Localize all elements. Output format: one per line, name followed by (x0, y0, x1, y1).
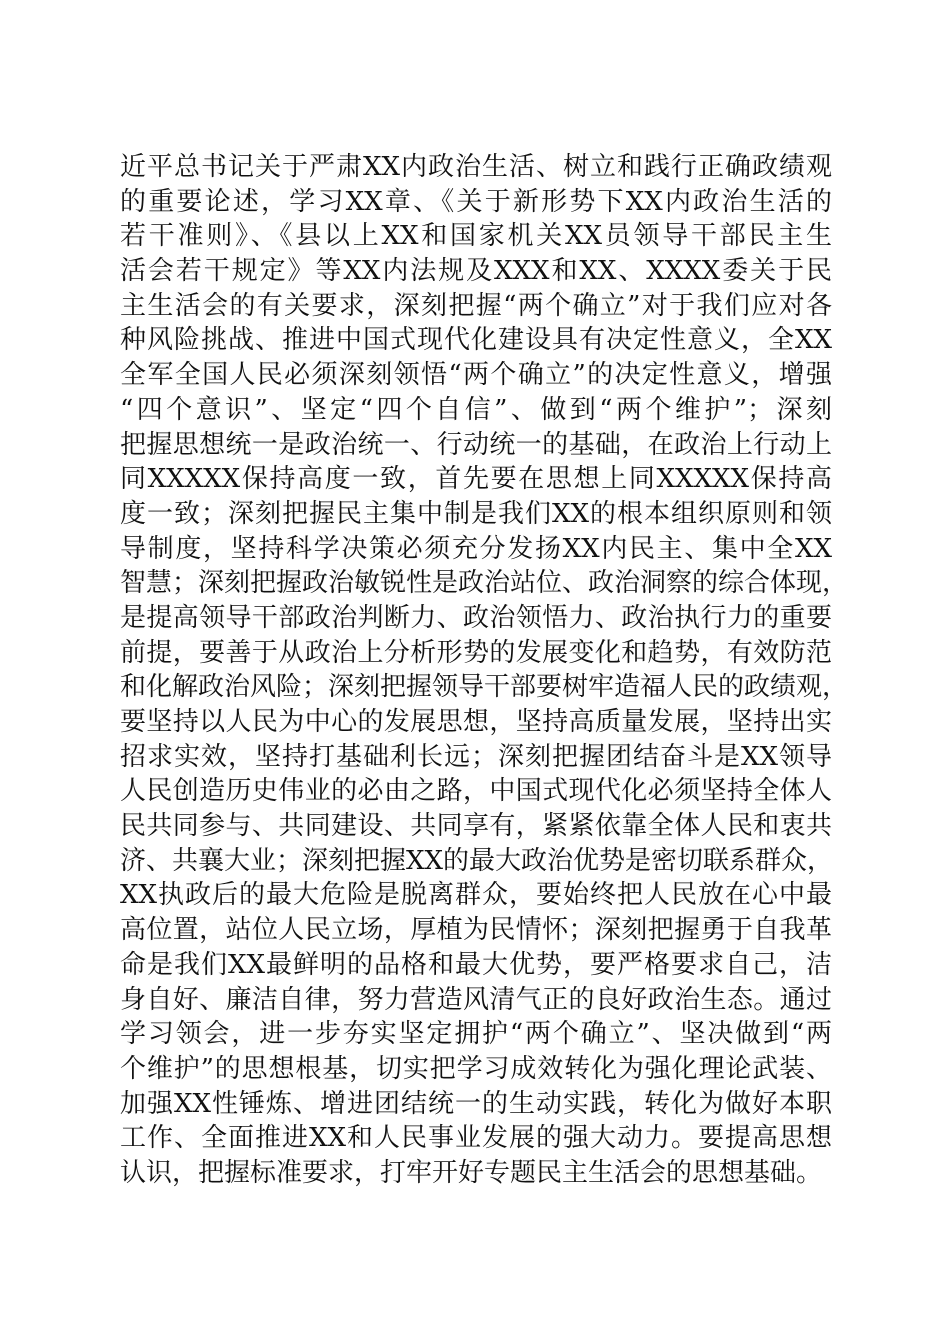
body-paragraph (120, 150, 849, 1191)
text-line: 高位置，站位人民立场，厚植为民情怀；深刻把握勇于自我革 (120, 915, 832, 946)
text-line: 度一致；深刻把握民主集中制是我们XX的根本组织原则和领 (120, 498, 832, 529)
text-line: 把握思想统一是政治统一、行动统一的基础，在政治上行动上 (120, 429, 832, 460)
text-line: 的重要论述，学习XX章、《关于新形势下XX内政治生活的 (120, 186, 832, 217)
text-line: 工作、全面推进XX和人民事业发展的强大动力。要提高思想 (120, 1123, 832, 1154)
text-line: 主生活会的有关要求，深刻把握“两个确立”对于我们应对各 (120, 290, 832, 321)
text-line: 民共同参与、共同建设、共同享有，紧紧依靠全体人民和衷共 (120, 811, 832, 842)
text-line: 同XXXXX保持高度一致，首先要在思想上同XXXXX保持高 (120, 464, 832, 495)
text-line: 导制度，坚持科学决策必须充分发扬XX内民主、集中全XX (120, 533, 832, 564)
text-line: 近平总书记关于严肃XX内政治生活、树立和践行正确政绩观 (120, 152, 832, 182)
text-line: 招求实效，坚持打基础利长远；深刻把握团结奋斗是XX领导 (120, 741, 832, 772)
text-line: 认识，把握标准要求，打牢开好专题民主生活会的思想基础。 (120, 1157, 823, 1188)
text-line: 若干准则》、《县以上XX和国家机关XX员领导干部民主生 (120, 221, 832, 252)
text-line: 活会若干规定》等XX内法规及XXX和XX、XXXX委关于民 (120, 256, 832, 287)
text-line: 加强XX性锤炼、增进团结统一的生动实践，转化为做好本职 (120, 1088, 832, 1119)
text-line: 学习领会，进一步夯实坚定拥护“两个确立”、坚决做到“两 (120, 1019, 832, 1050)
text-line: 全军全国人民必须深刻领悟“两个确立”的决定性意义，增强 (120, 360, 832, 391)
text-line: 是提高领导干部政治判断力、政治领悟力、政治执行力的重要 (120, 602, 832, 633)
text-line: 前提，要善于从政治上分析形势的发展变化和趋势，有效防范 (120, 637, 832, 668)
text-line: 人民创造历史伟业的必由之路，中国式现代化必须坚持全体人 (120, 776, 832, 807)
text-line: 济、共襄大业；深刻把握XX的最大政治优势是密切联系群众， (120, 845, 834, 876)
text-line: 和化解政治风险；深刻把握领导干部要树牢造福人民的政绩观， (120, 672, 849, 703)
text-line: 智慧；深刻把握政治敏锐性是政治站位、政治洞察的综合体现， (120, 568, 849, 599)
text-line: 身自好、廉洁自律，努力营造风清气正的良好政治生态。通过 (120, 984, 832, 1015)
text-line: 个维护”的思想根基，切实把学习成效转化为强化理论武装、 (120, 1053, 832, 1084)
text-line: 要坚持以人民为中心的发展思想，坚持高质量发展，坚持出实 (120, 707, 832, 737)
text-line: 命是我们XX最鲜明的品格和最大优势，要严格要求自己，洁 (120, 949, 832, 980)
text-line: 种风险挑战、推进中国式现代化建设具有决定性意义，全XX (120, 325, 832, 356)
text-line: XX执政后的最大危险是脱离群众，要始终把人民放在心中最 (120, 880, 832, 911)
text-line: “四个意识”、坚定“四个自信”、做到“两个维护”；深刻 (120, 394, 832, 425)
